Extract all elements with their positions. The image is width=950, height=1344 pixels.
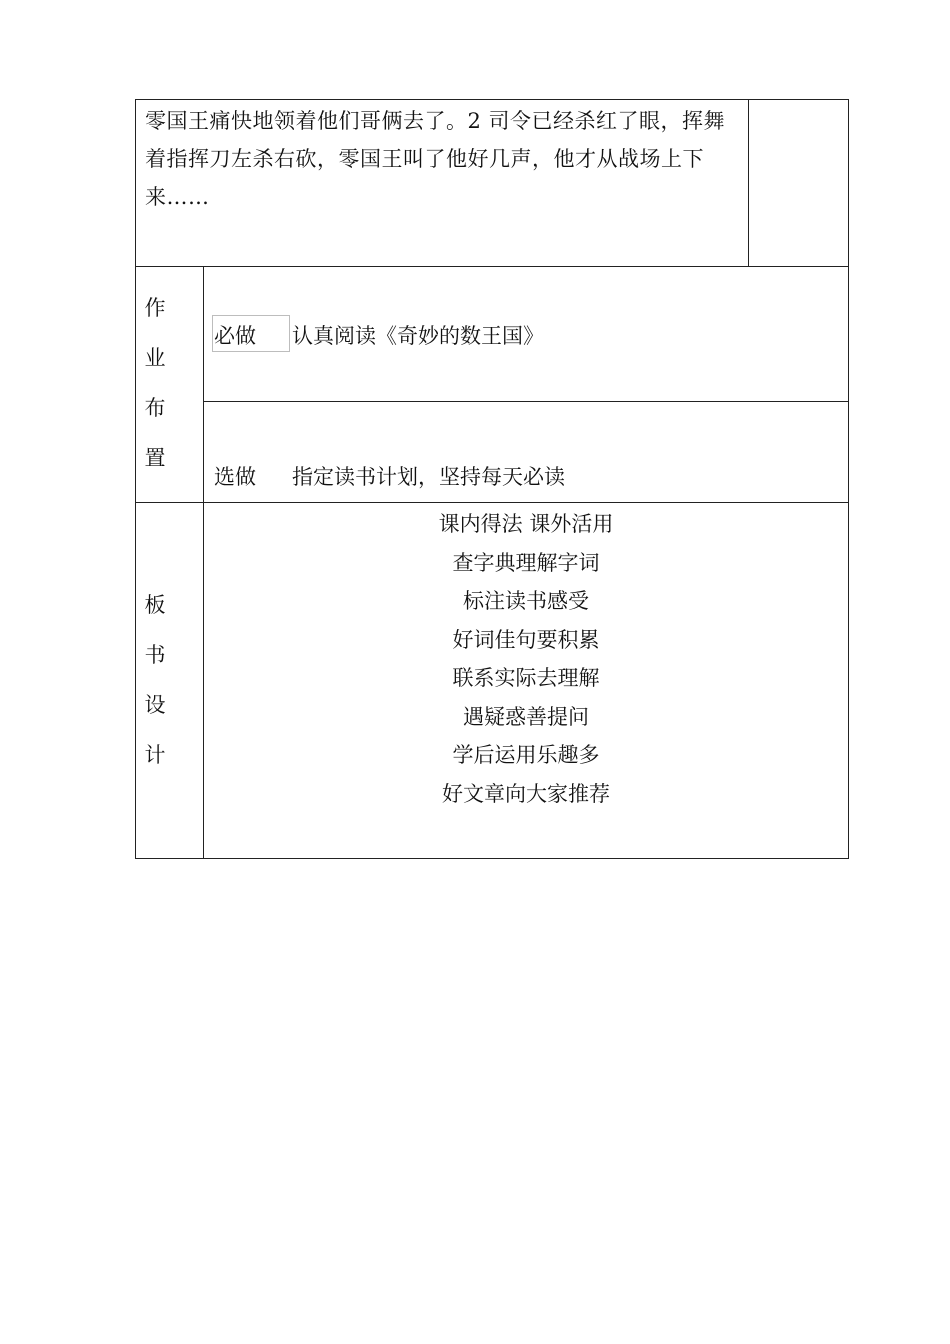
table-border-left xyxy=(135,99,136,859)
board-line: 联系实际去理解 xyxy=(452,666,600,690)
table-border-bottom xyxy=(135,858,849,859)
board-line: 查字典理解字词 xyxy=(452,550,600,575)
board-line: 遇疑惑善提问 xyxy=(463,704,589,729)
table-border-top xyxy=(135,99,849,100)
homework-header-char: 布 xyxy=(144,396,166,420)
table-row-divider-2 xyxy=(203,401,849,402)
board-line: 好词佳句要积累 xyxy=(452,627,600,652)
table-border-right xyxy=(848,99,849,859)
optional-label: 选做 xyxy=(214,465,256,489)
board-header-char: 板 xyxy=(144,593,166,617)
story-paragraph: 零国王痛快地领着他们哥俩去了。2 司令已经杀红了眼，挥舞着指挥刀左杀右砍，零国王叫了他好几声，他才从战场上下来…… xyxy=(145,109,726,209)
homework-header-char: 置 xyxy=(144,446,166,470)
homework-header-char: 作 xyxy=(144,296,166,320)
homework-header-char: 业 xyxy=(144,346,166,370)
board-header-char: 计 xyxy=(144,743,166,767)
homework-header xyxy=(140,292,170,492)
table-row-divider-1 xyxy=(135,266,849,267)
board-line: 好文章向大家推荐 xyxy=(442,781,610,806)
required-text: 认真阅读《奇妙的数王国》 xyxy=(292,324,544,348)
table-col-divider-top xyxy=(748,99,749,267)
board-line: 学后运用乐趣多 xyxy=(452,743,600,767)
board-header-char: 设 xyxy=(144,693,166,717)
board-header-char: 书 xyxy=(144,643,166,667)
table-row-divider-3 xyxy=(135,502,849,503)
board-design-content xyxy=(204,505,848,813)
board-header xyxy=(140,589,170,789)
required-label: 必做 xyxy=(214,324,256,348)
board-line: 课内得法 课外活用 xyxy=(438,512,614,536)
optional-text: 指定读书计划，坚持每天必读 xyxy=(292,465,565,489)
board-line: 标注读书感受 xyxy=(463,589,589,613)
